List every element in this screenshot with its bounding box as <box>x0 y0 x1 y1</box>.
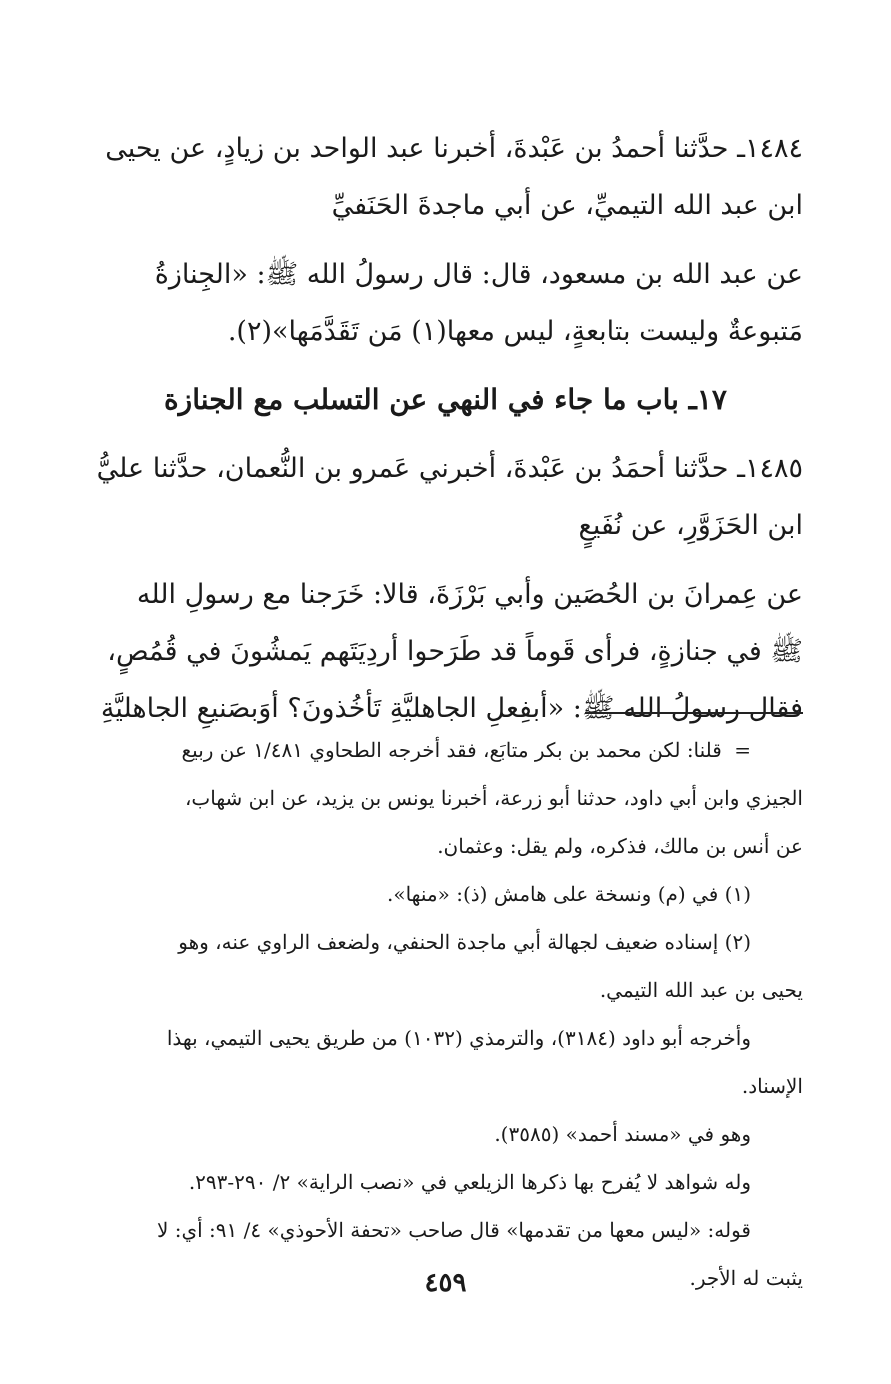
footnote-2-line-1: (٢) إسناده ضعيف لجهالة أبي ماجدة الحنفي، ولضعف الراوي عنه، وهو <box>178 930 751 954</box>
footnote-2-line-3: وأخرجه أبو داود (٣١٨٤)، والترمذي (١٠٣٢) من طريق يحيى التيمي، بهذا <box>166 1026 751 1050</box>
hadith-1485-matn-line-1: عن عِمرانَ بن الحُصَين وأبي بَرْزَةَ، قالا: خَرَجنا مع رسولِ الله <box>136 579 803 610</box>
footnote-separator <box>585 712 803 714</box>
hadith-1485-isnad-line-1: ١٤٨٥ـ حدَّثنا أحمَدُ بن عَبْدةَ، أخبرني عَمرو بن النُّعمان، حدَّثنا عليُّ <box>96 453 803 484</box>
page-number: ٤٥٩ <box>424 1268 467 1298</box>
footnote-1: (١) في (م) ونسخة على هامش (ذ): «منها». <box>386 882 751 906</box>
hadith-1484-matn-line-2: مَتبوعةٌ وليست بتابعةٍ، ليس معها(١) مَن تَقَدَّمَها»(٢). <box>227 316 803 347</box>
main-text <box>88 120 803 749</box>
footnotes <box>88 730 803 1306</box>
chapter-heading: ١٧ـ باب ما جاء في النهي عن التسلب مع الجنازة <box>164 383 727 416</box>
hadith-1484-isnad-line-1: ١٤٨٤ـ حدَّثنا أحمدُ بن عَبْدةَ، أخبرنا عبد الواحد بن زيادٍ، عن يحيى <box>105 133 803 164</box>
continuation-mark: = <box>734 738 751 762</box>
hadith-1485-matn-line-2: ﷺ في جنازةٍ، فرأى قَوماً قد طَرَحوا أردِيَتَهم يَمشُونَ في قُمُصٍ، <box>107 636 803 667</box>
footnote-continuation-line-2: الجيزي وابن أبي داود، حدثنا أبو زرعة، أخبرنا يونس بن يزيد، عن ابن شهاب، <box>184 786 803 810</box>
hadith-1485-isnad-line-2: ابن الحَزَوَّرِ، عن نُفَيعٍ <box>578 510 803 541</box>
hadith-1485-matn-line-3: فقال رسولُ الله ﷺ: «أبفِعلِ الجاهليَّةِ تَأخُذونَ؟ أوَبصَنيعِ الجاهليَّةِ <box>100 693 803 724</box>
footnote-2-line-4: الإسناد. <box>741 1074 803 1098</box>
hadith-1484-matn-line-1: عن عبد الله بن مسعود، قال: قال رسولُ الله ﷺ: «الجِنازةُ <box>154 259 803 290</box>
hadith-1484 <box>88 120 803 234</box>
footnote-2-line-6: وله شواهد لا يُفرح بها ذكرها الزيلعي في «نصب الراية» ٢/ ٢٩٠-٢٩٣. <box>188 1170 751 1194</box>
hadith-1484-matn <box>88 246 803 360</box>
footnote-continuation-line-3: عن أنس بن مالك، فذكره، ولم يقل: وعثمان. <box>437 834 803 858</box>
hadith-1485 <box>88 440 803 554</box>
footnote-2-line-7: قوله: «ليس معها من تقدمها» قال صاحب «تحفة الأحوذي» ٤/ ٩١: أي: لا <box>156 1218 751 1242</box>
footnote-2-line-5: وهو في «مسند أحمد» (٣٥٨٥). <box>494 1122 751 1146</box>
hadith-1484-isnad-line-2: ابن عبد الله التيميِّ، عن أبي ماجدةَ الحَنَفيِّ <box>331 190 803 221</box>
footnote-continuation <box>88 730 803 770</box>
footnote-2-line-8: يثبت له الأجر. <box>689 1266 803 1290</box>
footnote-continuation-line-1: قلنا: لكن محمد بن بكر متابَع، فقد أخرجه الطحاوي ١/٤٨١ عن ربيع <box>181 738 722 762</box>
footnote-2-line-2: يحيى بن عبد الله التيمي. <box>599 978 803 1002</box>
